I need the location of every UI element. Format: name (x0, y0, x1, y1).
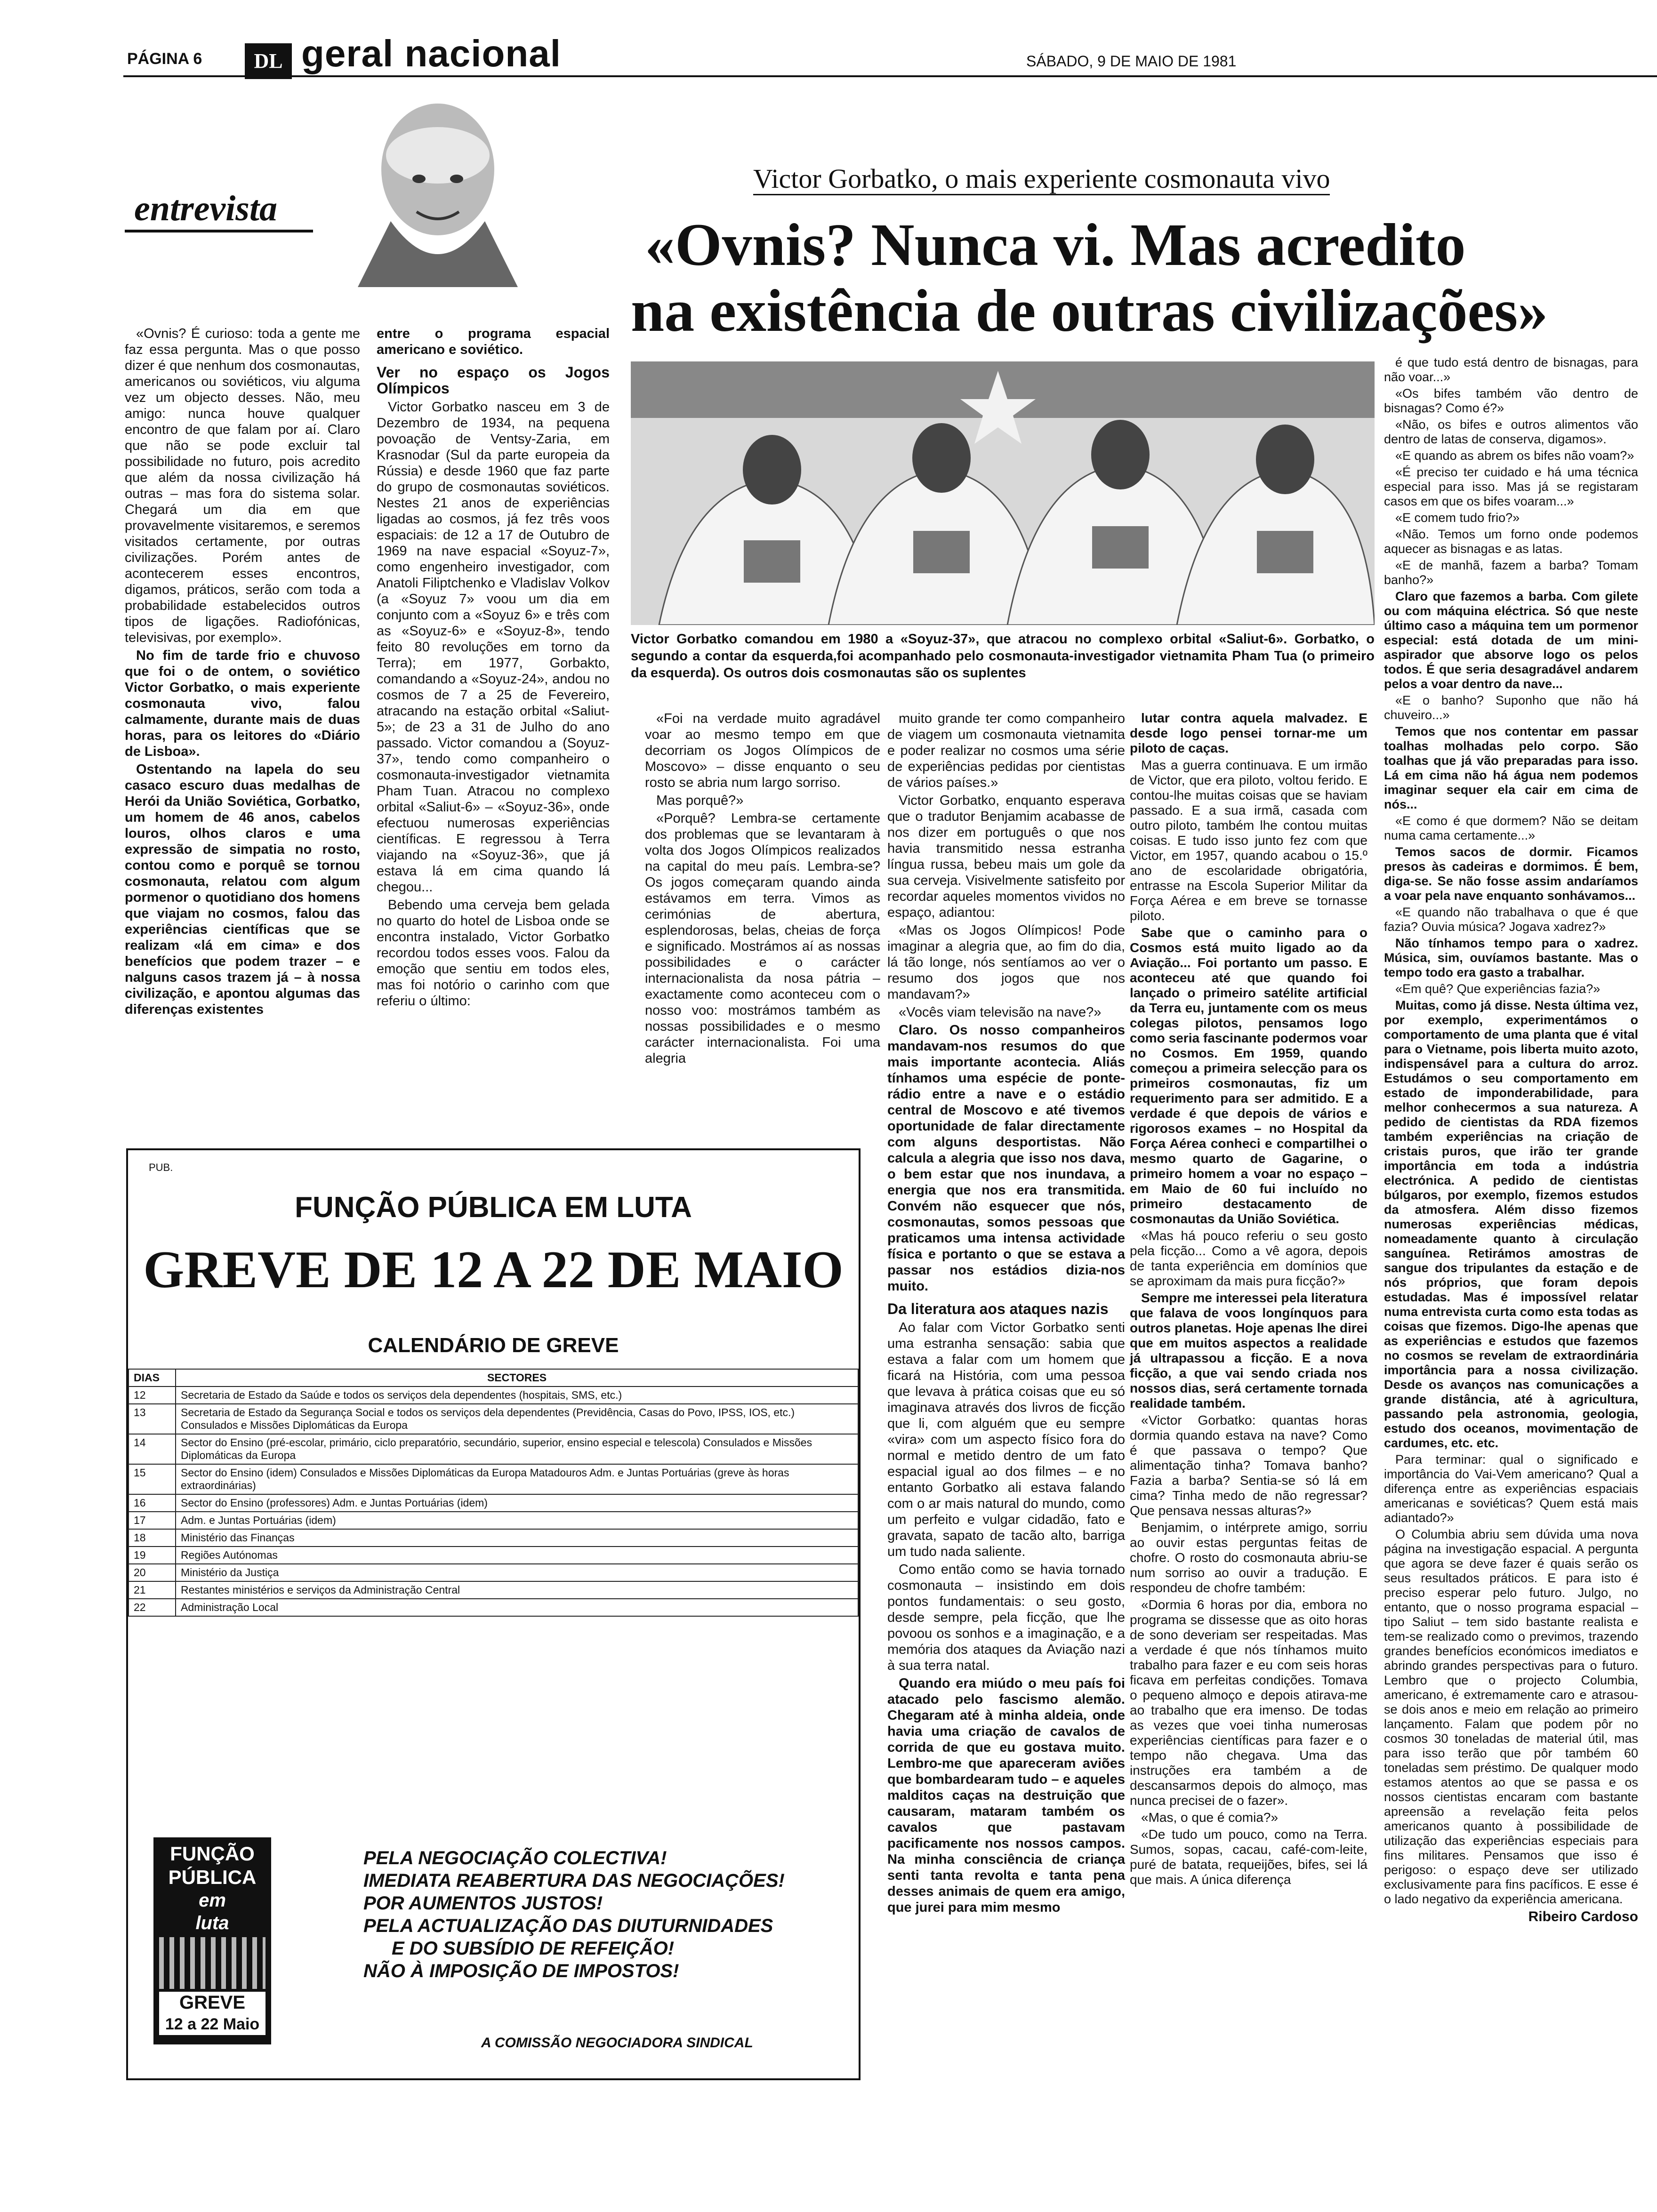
article-column-6 (1384, 355, 1638, 1924)
slogan: POR AUMENTOS JUSTOS! (363, 1893, 603, 1914)
paragraph: «Dormia 6 horas por dia, embora no programa se dissesse que as oito horas de sono deveriam ser respeitadas. Mas a verdade é que nós tínhamos muito trabalho para fazer e eu com seis horas ficava em perfeitas condições. Tomava o pequeno almoço e depois atirava-me ao trabalho que era imenso. De todas as vezes que voei tinha numerosas experiências científicas para fazer e o tempo não chegava. Uma das instruções era também a de descansarmos depois do almoço, mas nunca precisei de o fazer». (1130, 1597, 1367, 1808)
page-number: PÁGINA 6 (127, 50, 202, 68)
calendar-day: 20 (129, 1564, 176, 1581)
paragraph: Claro que fazemos a barba. Com gilete ou com máquina eléctrica. Só que neste último caso a máquina tem um pormenor especial: está dotada de um mini-aspirador que absorve logo os pelos todos. É que seria desagradável andarem pelos a voar dentro da nave... (1384, 589, 1638, 691)
column-header-sectores: SECTORES (176, 1369, 858, 1387)
calendar-day: 13 (129, 1404, 176, 1434)
paragraph: Benjamim, o intérprete amigo, sorriu ao ouvir estas perguntas feitas de chofre. O rosto do cosmonauta abriu-se num sorriso ao ouvir a tradução. E respondeu de chofre também: (1130, 1520, 1367, 1595)
calendar-sectors: Ministério da Justiça (176, 1564, 858, 1581)
paragraph: «De tudo um pouco, como na Terra. Sumos, sopas, cacau, café-com-leite, puré de batata, requeijões, bifes, sei lá que mais. A única diferença (1130, 1827, 1367, 1887)
byline: Ribeiro Cardoso (1528, 1909, 1638, 1924)
kicker-text: Victor Gorbatko, o mais experiente cosmonauta vivo (753, 163, 1330, 195)
calendar-sectors: Sector do Ensino (professores) Adm. e Juntas Portuárias (idem) (176, 1494, 858, 1512)
headline (631, 211, 1548, 344)
paragraph: «Os bifes também vão dentro de bisnagas? Como é?» (1384, 386, 1638, 415)
paragraph: «Foi na verdade muito agradável voar ao mesmo tempo em que decorriam os Jogos Olímpicos de Moscovo» – disse enquanto o seu rosto se abria num largo sorriso. (645, 711, 880, 790)
paragraph: «E quando as abrem os bifes não voam?» (1395, 449, 1634, 463)
slogan: IMEDIATA REABERTURA DAS NEGOCIAÇÕES! (363, 1870, 785, 1891)
calendar-row (129, 1387, 858, 1404)
calendar-day: 22 (129, 1599, 176, 1616)
strike-calendar (128, 1369, 859, 1617)
calendar-day: 16 (129, 1494, 176, 1512)
paragraph: Sabe que o caminho para o Cosmos está muito ligado ao da Aviação... Foi portanto um passo. E aconteceu até que quando foi lançado o primeiro satélite artificial da Terra eu, juntamente com os meus colegas pilotos, pensamos logo como seria fascinante podermos voar no Cosmos. Em 1959, quando começou a primeira selecção para os primeiros cosmonautas, fiz um requerimento para ser admitido. E a verdade é que depois de vários e rigorosos exames – no Hospital da Força Aérea conheci e compartilhei o mesmo quarto de Gagarine, o primeiro homem a voar no espaço – em Maio de 60 fui incluído no primeiro destacamento de cosmonautas da União Soviética. (1130, 925, 1367, 1226)
poster-line: FUNÇÃO (170, 1843, 255, 1865)
paragraph: «Em quê? Que experiências fazia?» (1395, 982, 1601, 996)
paragraph: «Porquê? Lembra-se certamente dos problemas que se levantaram à volta dos Jogos Olímpicos realizados na capital do meu país. Lembra-se? Os jogos começaram quando ainda estávamos em terra. Vimos as cerimónias de abertura, esplendorosas, belas, cheias de força e significado. Mostrámos aí as nossas possibilidades e o carácter internacionalista da nosa pátria – exactamente como aconteceu com o nosso voo: mostrámos também as nossas possibilidades e o mesmo carácter internacionalista. Foi uma alegria (645, 811, 880, 1066)
calendar-row (129, 1547, 858, 1564)
paragraph: «Ovnis? É curioso: toda a gente me faz essa pergunta. Mas o que posso dizer é que nenhum dos cosmonautas, americanos ou soviéticos, viu alguma vez um objecto desses. Não, meu amigo: nunca houve qualquer encontro de que falam por aí. Claro que não se pode excluir tal possibilidade no futuro, pois acredito que além da nossa civilização há outras – mas fora do sistema solar. Chegará um dia em que provavelmente visitaremos, e seremos visitados certamente, por outras civilizações. Porém antes de acontecerem esses encontros, digamos, práticos, serão com toda a probabilidade estabelecidos outros tipos de ligações. Radiofónicas, televisivas, por exemplo». (125, 326, 360, 645)
paragraph: «E comem tudo frio?» (1395, 511, 1520, 525)
calendar-sectors: Regiões Autónomas (176, 1547, 858, 1564)
calendar-row (129, 1599, 858, 1616)
paragraph: Para terminar: qual o significado e importância do Vai-Vem americano? Qual a diferença entre as experiências espaciais americanas e soviéticas? Quem está mais adiantado?» (1384, 1452, 1638, 1525)
column-header-dias: DIAS (129, 1369, 176, 1387)
calendar-day: 17 (129, 1512, 176, 1529)
paragraph: Mas porquê?» (656, 793, 744, 808)
paragraph: Victor Gorbatko nasceu em 3 de Dezembro de 1934, na pequena povoação de Ventsy-Zaria, em Krasnodar (Sul da parte europeia da Rússia) e desde 1960 que faz parte do grupo de cosmonautas soviéticos. Nestes 21 anos de experiências ligadas ao cosmos, já fez três voos espaciais: de 12 a 17 de Outubro de 1969 na nave espacial «Soyuz-7», como engenheiro investigador, com Anatoli Filiptchenko e Vladislav Volkov (a «Soyuz 7» voou um dia em conjunto com a «Soyuz 6» e três com as «Soyuz-6» e «Soyuz-8», tendo feito 80 revoluções em torno da Terra); em 1977, Gorbakto, comandando a «Soyuz-24», andou no cosmos de 7 a 25 de Fevereiro, atracando na estação orbital «Saliut-5»; de 23 a 31 de Julho do ano passado. Victor comandou a (Soyuz-37», tendo como companheiro o cosmonauta-investigador vietnamita Pham Tuan. Atracou no complexo orbital «Saliut-6» – «Soyuz-36», onde efectuou numerosas experiências científicas. E regressou à Terra viajando na «Soyuz-36», que já estava lá em cima quando lá chegou... (377, 400, 610, 895)
paragraph: «E como é que dormem? Não se deitam numa cama certamente...» (1384, 814, 1638, 842)
poster-line: em (199, 1890, 226, 1911)
calendar-day: 12 (129, 1387, 176, 1404)
paragraph: «Victor Gorbatko: quantas horas dormia quando estava na nave? Como é que passava o tempo? Que alimentação tinha? Tomava banho? Fazia a barba? Sentia-se só lá em cima? Tinha medo de não regressar? Que pensava nessas alturas?» (1130, 1413, 1367, 1518)
subheading-literatura: Da literatura aos ataques nazis (887, 1300, 1109, 1317)
paragraph: Temos sacos de dormir. Ficamos presos às cadeiras e dormimos. É bem, diga-se. Se não fosse assim andaríamos a voar pela nave enquanto sonhávamos... (1384, 845, 1638, 903)
paragraph: «Não, os bifes e outros alimentos vão dentro de latas de conserva, digamos». (1384, 417, 1638, 446)
calendar-row (129, 1564, 858, 1581)
calendar-sectors: Adm. e Juntas Portuárias (idem) (176, 1512, 858, 1529)
poster-line: 12 a 22 Maio (159, 2013, 265, 2035)
paragraph: Quando era miúdo o meu país foi atacado pelo fascismo alemão. Chegaram até à minha aldeia, onde havia uma criação de cavalos de corrida de que eu gostava muito. Lembro-me que apareceram aviões que bombardearam tudo – e aqueles malditos caças na destruição que causaram, mataram também os cavalos que pastavam pacificamente nos nossos campos. Na minha consciência de criança senti tanta revolta e tanta pena desses animais de quem era amigo, que jurei para mim mesmo (887, 1676, 1125, 1915)
cosmonauts-photo (631, 361, 1375, 625)
calendar-sectors: Secretaria de Estado da Saúde e todos os serviços dela dependentes (hospitais, SMS, etc.) (176, 1387, 858, 1404)
ad-headline: GREVE DE 12 A 22 DE MAIO (143, 1241, 844, 1299)
header-rule (123, 75, 1657, 77)
paragraph: No fim de tarde frio e chuvoso que foi o de ontem, o soviético Victor Gorbatko, o mais experiente cosmonauta vivo, falou calmamente, durante mais de duas horas, para os leitores do «Diário de Lisboa». (125, 648, 360, 759)
paragraph: «E quando não trabalhava o que é que fazia? Ouvia música? Jogava xadrez?» (1384, 905, 1638, 934)
calendar-row (129, 1494, 858, 1512)
paragraph: «Mas, o que é comia?» (1141, 1810, 1279, 1825)
ad-slogans (363, 1847, 844, 1982)
poster-crowd (159, 1937, 265, 1989)
issue-date: SÁBADO, 9 DE MAIO DE 1981 (1026, 53, 1237, 70)
calendar-sectors: Sector do Ensino (pré-escolar, primário, ciclo preparatório, secundário, superior, ensino especial e telescola) Consulados e Missões Diplomáticas da Europa (176, 1434, 858, 1464)
subheading-olympics: Ver no espaço os Jogos Olímpicos (377, 364, 610, 397)
headline-line-2: na existência de outras civilizações» (631, 277, 1548, 344)
rubric-label: entrevista (134, 189, 277, 228)
paragraph: Ostentando na lapela do seu casaco escuro duas medalhas de Herói da União Soviética, Gorbatko, um homem de 46 anos, cabelos louros, olhos claros e uma expressão de simpatia no rosto, contou como e porquê se tornou cosmonauta, relatou com algum pormenor o quotidiano dos homens que viajam no cosmos, falou das experiências científicas que se realizam «lá em cima» e dos benefícios que podem trazer – e nalguns casos trazem já – à nossa civilização, e apontou algumas das diferenças existentes (125, 762, 360, 1017)
paragraph: «Mas os Jogos Olímpicos! Pode imaginar a alegria que, ao fim do dia, lá tão longe, nós sentíamos ao ver o resumo dos jogos que nos mandavam?» (887, 923, 1125, 1002)
calendar-sectors: Administração Local (176, 1599, 858, 1616)
calendar-row (129, 1404, 858, 1434)
calendar-row (129, 1434, 858, 1464)
paragraph: «Vocês viam televisão na nave?» (899, 1005, 1102, 1020)
paragraph: Claro. Os nosso companheiros mandavam-nos resumos do que mais importante acontecia. Aliás tínhamos uma espécie de ponte-rádio entre a nave e o estádio central de Moscovo e até tivemos oportunidade de falar directamente com alguns desportistas. Não calcula a alegria que isso nos dava, o bem estar que nos inundava, a energia que nos era transmitida. Convém não esquecer que nós, cosmonautas, somos pessoas que praticamos uma intensa actividade física e portanto o que se estava a passar nos estádios dizia-nos muito. (887, 1023, 1125, 1294)
paragraph: Como então como se havia tornado cosmonauta – insistindo em dois pontos fundamentais: o seu gosto, desde sempre, pela ficção, que lhe povoou os sonhos e a imaginação, e a memória dos ataques da Aviação nazi à sua terra natal. (887, 1562, 1125, 1673)
strike-poster (153, 1837, 271, 2044)
ad-signature: A COMISSÃO NEGOCIADORA SINDICAL (481, 2035, 753, 2051)
article-column-2 (377, 326, 610, 1011)
ad-pub-label: PUB. (149, 1162, 173, 1173)
paragraph: Sempre me interessei pela literatura que falava de voos longínquos para outros planetas. Hoje apenas lhe direi que em muitos aspectos a realidade já ultrapassou a ficção. E a nova ficção, a que vai sendo criada nos nossos dias, será certamente tornada realidade também. (1130, 1290, 1367, 1411)
calendar-row (129, 1512, 858, 1529)
ad-title: FUNÇÃO PÚBLICA EM LUTA (295, 1191, 692, 1224)
slogan: PELA NEGOCIAÇÃO COLECTIVA! (363, 1848, 667, 1868)
calendar-row (129, 1581, 858, 1599)
paragraph: Victor Gorbatko, enquanto esperava que o tradutor Benjamim acabasse de nos dizer em português o que nos havia transmitido nessa estranha língua russa, bebeu mais um gole da sua cerveja. Visivelmente satisfeito por recordar aqueles momentos vividos no espaço, adiantou: (887, 793, 1125, 920)
calendar-day: 18 (129, 1529, 176, 1547)
calendar-sectors: Ministério das Finanças (176, 1529, 858, 1547)
paragraph: «É preciso ter cuidado e há uma técnica especial para isso. Mas já se registaram casos em que os bifes voaram...» (1384, 465, 1638, 508)
paragraph: Ao falar com Victor Gorbatko senti uma estranha sensação: sabia que estava a falar com um homem que ficará na História, com uma pessoa que levava à prática coisas que eu só imaginava através dos livros de ficção que li, com alguém que eu sempre «vira» com um aspecto físico fora do normal e metido dentro de um fato espacial igual ao dos filmes – e no entanto Gorbatko ali estava falando com o ar mais natural do mundo, como um perfeito e vulgar cidadão, fato e gravata, sapato de tacão alto, barriga um tudo nada saliente. (887, 1320, 1125, 1559)
article-column-5 (1130, 711, 1367, 1889)
article-column-3 (645, 711, 880, 1068)
paragraph: Bebendo uma cerveja bem gelada no quarto do hotel de Lisboa onde se encontra instalado, Victor Gorbatko recordou todos esses voos. Falou da emoção que sentiu em todos eles, mas foi notório o carinho com que referiu o último: (377, 898, 610, 1009)
slogan: E DO SUBSÍDIO DE REFEIÇÃO! (392, 1938, 675, 1959)
calendar-title: CALENDÁRIO DE GREVE (368, 1334, 619, 1357)
calendar-row (129, 1464, 858, 1494)
column-2-intro: entre o programa espacial americano e soviético. (377, 326, 610, 357)
rubric-entrevista (125, 188, 318, 240)
paragraph: é que tudo está dentro de bisnagas, para não voar...» (1384, 355, 1638, 384)
calendar-sectors: Restantes ministérios e serviços da Administração Central (176, 1581, 858, 1599)
paragraph: Mas a guerra continuava. E um irmão de Victor, que era piloto, voltou ferido. E contou-lhe muitas coisas que se haviam passado. E a sua irmã, casada com outro piloto, também lhe contou muitas coisas. E tudo isso junto fez com que Victor, em 1957, quando acabou o 15.º ano de escolaridade obrigatória, entrasse na Escola Superior Militar da Força Aérea e em breve se tornasse piloto. (1130, 758, 1367, 923)
calendar-day: 14 (129, 1434, 176, 1464)
paragraph: Muitas, como já disse. Nesta última vez, por exemplo, experimentámos o comportamento de uma planta que é vital para o Vietname, pois liberta muito azoto, indispensável para a cultura do arroz. Estudámos o seu comportamento em estado de imponderabilidade, para melhor conhecermos a sua natureza. A pedido de cientistas da RDA fizemos também experiências na criação de cristais puros, que irão ter grande importância em toda a indústria electrónica. A pedido de cientistas búlgaros, por exemplo, fizemos estudos da atmosfera. Além disso fizemos numerosas experiências médicas, nomeadamente quanto à circulação sanguínea. Retirámos amostras de sangue dos tripulantes da estação e de nós próprios, que foram depois estudadas. Mas é impossível relatar numa entrevista curta como esta todas as coisas que fizemos. Digo-lhe apenas que as experiências e estudos que fazemos no cosmos se revelam de extraordinária importância para a nossa civilização. Desde os avanços nas comunicações a grande distância, até à agricultura, passando pela astronomia, geologia, estudo dos oceanos, movimentação de cardumes, etc. etc. (1384, 998, 1638, 1450)
section-title: geral nacional (301, 32, 561, 74)
paragraph: lutar contra aquela malvadez. E desde logo pensei tornar-me um piloto de caças. (1130, 711, 1367, 755)
paragraph: Não tínhamos tempo para o xadrez. Música, sim, ouvíamos bastante. Mas o tempo todo era gasto a trabalhar. (1384, 936, 1638, 979)
paragraph: «E o banho? Suponho que não há chuveiro...» (1384, 693, 1638, 722)
kicker (753, 163, 1330, 194)
slogan: NÃO À IMPOSIÇÃO DE IMPOSTOS! (363, 1961, 679, 1981)
newspaper-logo: DL (245, 43, 292, 79)
paragraph: «E de manhã, fazem a barba? Tomam banho?» (1384, 558, 1638, 587)
calendar-row (129, 1529, 858, 1547)
paragraph: muito grande ter como companheiro de viagem um cosmonauta vietnamita e poder realizar no cosmos uma série de experiências pedidas por cientistas de vários países.» (887, 711, 1125, 790)
article-column-4 (887, 711, 1125, 1917)
paragraph: «Não. Temos um forno onde podemos aquecer as bisnagas e as latas. (1384, 527, 1638, 556)
poster-line: GREVE (159, 1992, 265, 2013)
paragraph: O Columbia abriu sem dúvida uma nova página na investigação espacial. A pergunta que agora se deve fazer é quais serão os seus resultados práticos. E para isto é preciso esperar pelo futuro. Julgo, no entanto, que o nosso programa espacial – tipo Saliut – tem sido bastante realista e tem-se realizado como o previmos, trazendo grandes benefícios económicos imediatos e abrindo grandes perspectivas para o futuro. Lembro que o projecto Columbia, americano, é extremamente caro e atrasou-se dois anos e meio em relação ao primeiro lançamento. Falam que podem pôr no cosmos 30 toneladas de material útil, mas para isso terão que pôr também 60 toneladas sem préstimo. De qualquer modo estamos atentos ao que se passa e os nossos cientistas encaram com bastante apreensão a revelação feita pelos americanos quanto à possibilidade de utilização das experiências especiais para fins militares. Pensamos que isso é perigoso: o espaço deve ser utilizado exclusivamente para fins pacíficos. E esse é o lado negativo da experiência americana. (1384, 1527, 1638, 1906)
calendar-day: 15 (129, 1464, 176, 1494)
poster-line: luta (195, 1913, 229, 1933)
poster-line: PÚBLICA (168, 1866, 257, 1888)
paragraph: Temos que nos contentar em passar toalhas molhadas pelo corpo. São toalhas que já vão preparadas para isso. Lá em cima não há água nem podemos imaginar sequer ela cair em cima de nós... (1384, 724, 1638, 811)
photo-caption: Victor Gorbatko comandou em 1980 a «Soyuz-37», que atracou no complexo orbital «Saliut-6». Gorbatko, o segundo a contar da esquerda,foi acompanhado pelo cosmonauta-investigador vietnamita Pham Tua (o primeiro da esquerda). Os outros dois cosmonautas são os suplentes (631, 632, 1375, 681)
calendar-day: 21 (129, 1581, 176, 1599)
cosmonaut-portrait (339, 99, 537, 287)
paragraph: «Mas há pouco referiu o seu gosto pela ficção... Como a vê agora, depois de tanta experiência em domínios que se aproximam da mais pura ficção?» (1130, 1228, 1367, 1288)
slogan: PELA ACTUALIZAÇÃO DAS DIUTURNIDADES (363, 1915, 773, 1936)
calendar-sectors: Secretaria de Estado da Segurança Social e todos os serviços dela dependentes (Previdência, Casas do Povo, IPSS, IOS, etc.) Consulados e Missões Diplomáticas da Europa (176, 1404, 858, 1434)
headline-line-1: «Ovnis? Nunca vi. Mas acredito (645, 211, 1466, 278)
calendar-day: 19 (129, 1547, 176, 1564)
calendar-sectors: Sector do Ensino (idem) Consulados e Missões Diplomáticas da Europa Matadouros Adm. e Juntas Portuárias (greve às horas extraordinárias) (176, 1464, 858, 1494)
strike-advertisement (126, 1148, 861, 2080)
article-column-1 (125, 326, 360, 1019)
